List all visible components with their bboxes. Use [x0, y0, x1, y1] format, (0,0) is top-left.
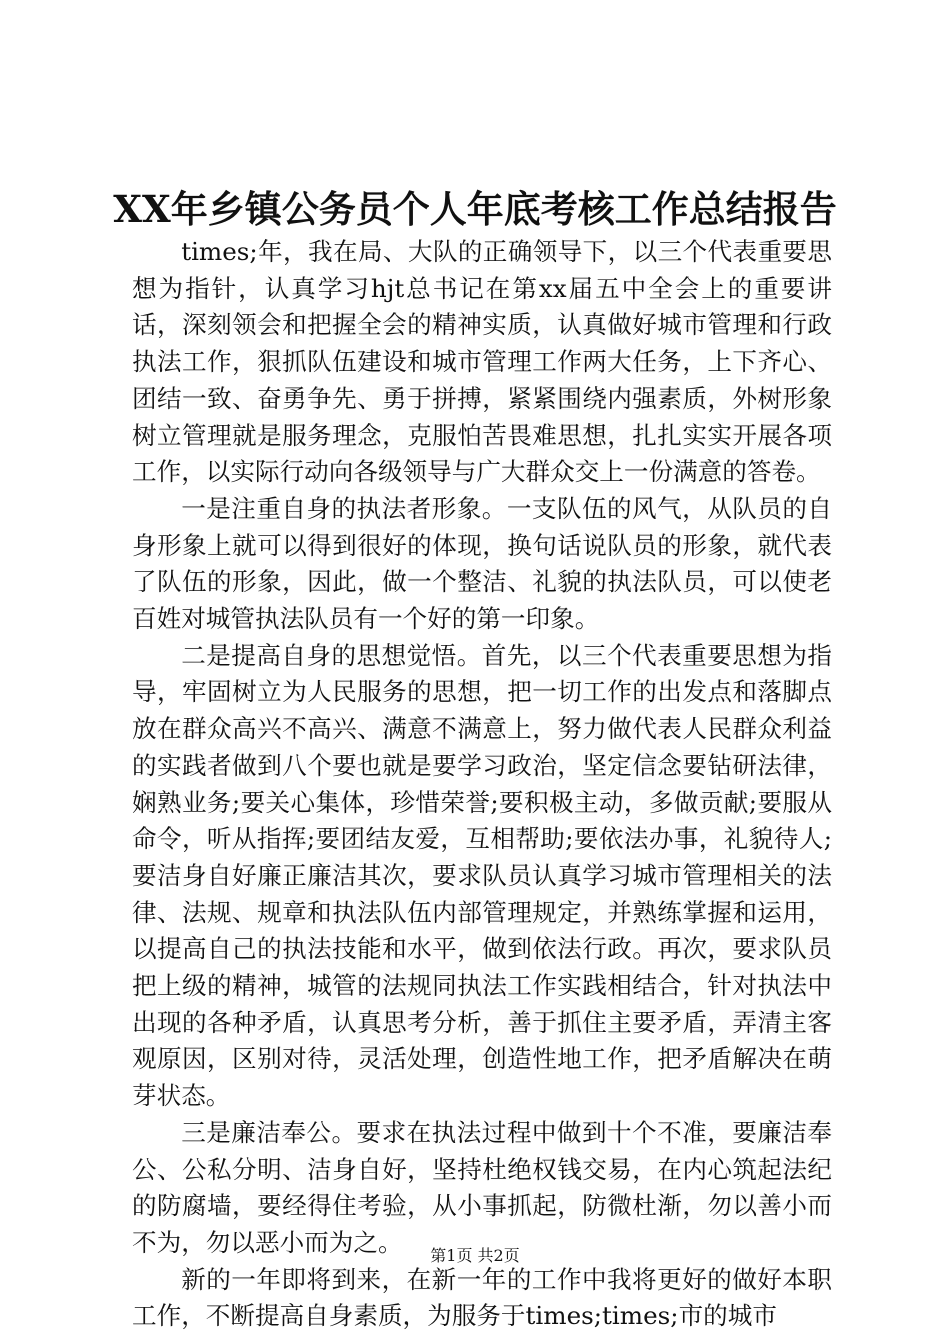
paragraph-intro: times;年，我在局、大队的正确领导下，以三个代表重要思想为指针，认真学习hjt总书记在第xx届五中全会上的重要讲话，深刻领会和把握全会的精神实质，认真做好城市管理和行政执法工作，狠抓队伍建设和城市管理工作两大任务，上下齐心、团结一致、奋勇争先、勇于拼搏，紧紧围绕内强素质，外树形象树立管理就是服务理念，克服怕苦畏难思想，扎扎实实开展各项工作，以实际行动向各级领导与广大群众交上一份满意的答卷。 — [132, 237, 832, 487]
paragraph-outlook: 新的一年即将到来，在新一年的工作中我将更好的做好本职工作，不断提高自身素质，为服务于times;times;市的城市 — [132, 1264, 832, 1331]
paragraph-point-one: 一是注重自身的执法者形象。一支队伍的风气，从队员的自身形象上就可以得到很好的体现，换句话说队员的形象，就代表了队伍的形象，因此，做一个整洁、礼貌的执法队员，可以使老百姓对城管执法队员有一个好的第一印象。 — [132, 493, 832, 634]
document-title: XX年乡镇公务员个人年底考核工作总结报告 — [113, 187, 837, 231]
paragraph-point-two: 二是提高自身的思想觉悟。首先，以三个代表重要思想为指导，牢固树立为人民服务的思想，把一切工作的出发点和落脚点放在群众高兴不高兴、满意不满意上，努力做代表人民群众利益的实践者做到八个要也就是要学习政治，坚定信念要钻研法律，娴熟业务;要关心集体，珍惜荣誉;要积极主动，多做贡献;要服从命令，听从指挥;要团结友爱，互相帮助;要依法办事，礼貌待人;要洁身自好廉正廉洁其次，要求队员认真学习城市管理相关的法律、法规、规章和执法队伍内部管理规定，并熟练掌握和运用，以提高自己的执法技能和水平，做到依法行政。再次，要求队员把上级的精神，城管的法规同执法工作实践相结合，针对执法中出现的各种矛盾，认真思考分析，善于抓住主要矛盾，弄清主客观原因，区别对待，灵活处理，创造性地工作，把矛盾解决在萌芽状态。 — [132, 640, 832, 1111]
paragraph-point-three: 三是廉洁奉公。要求在执法过程中做到十个不准，要廉洁奉公、公私分明、洁身自好，坚持杜绝权钱交易，在内心筑起法纪的防腐墙，要经得住考验，从小事抓起，防微杜渐，勿以善小而不为，勿以恶小而为之。 — [132, 1117, 832, 1257]
page-number-footer: 第1页 共2页 — [430, 1246, 520, 1265]
document-body — [132, 234, 832, 1335]
